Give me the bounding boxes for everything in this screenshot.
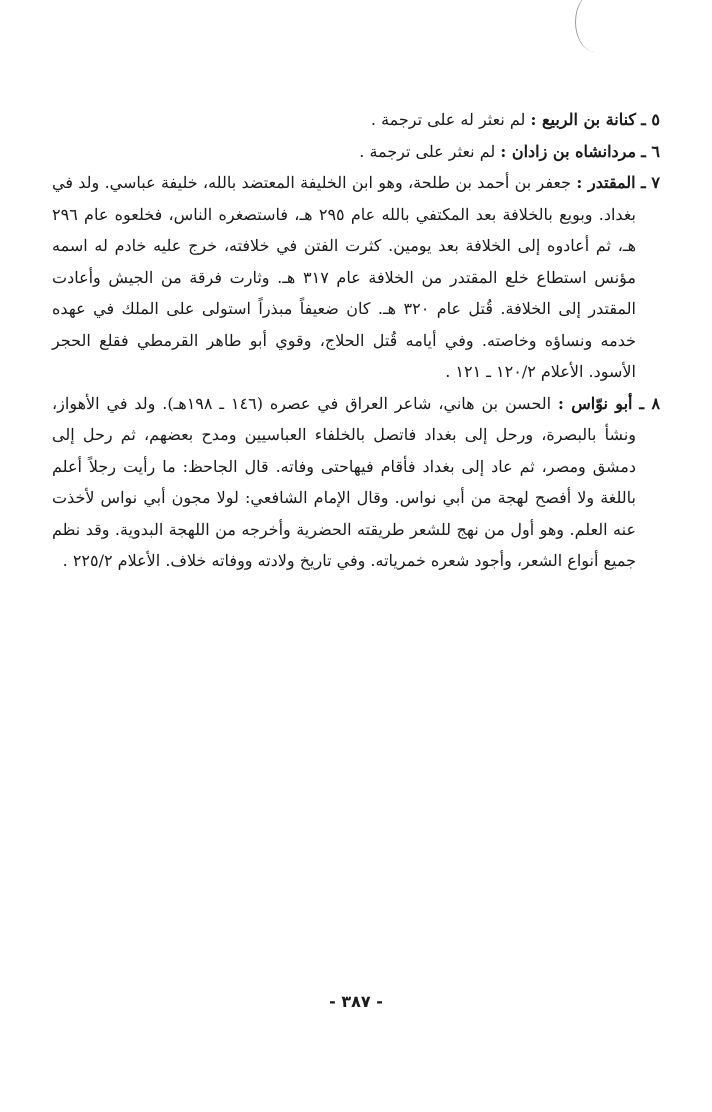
note-text: جعفر بن أحمد بن طلحة، وهو ابن الخليفة المعتضد بالله، خليفة عباسي. ولد في بغداد. وبويع بالخلافة بعد المكتفي بالله عام ٢٩٥ هـ، فاستصغره الناس، فخلعوه عام ٢٩٦ هـ، ثم أعادوه إلى الخلافة بعد يومين. كثرت الفتن في خلافته، خرج عليه خادم له اسمه مؤنس استطاع خلع المقتدر من الخلافة عام ٣١٧ هـ. وثارت فرقة من الجيش وأعادت المقتدر إلى الخلافة. قُتل عام ٣٢٠ هـ. كان ضعيفاً مبذراً استولى على الملك في عهده خدمه ونساؤه وخاصته. وفي أيامه قُتل الحلاج، وقوي أبو طاهر القرمطي فقلع الحجر الأسود. الأعلام ١٢٠/٢ ـ ١٢١ .	[52, 173, 637, 381]
note-6	[52, 136, 660, 168]
note-7	[52, 167, 660, 388]
note-8	[52, 388, 660, 577]
page-number: - ٣٨٧ -	[329, 992, 383, 1011]
scan-edge-curve	[575, 0, 616, 52]
note-heading: المقتدر :	[576, 173, 636, 192]
note-heading: مردانشاه بن زادان :	[500, 141, 637, 161]
note-number: ٥ ـ	[641, 110, 660, 129]
note-text: الحسن بن هاني، شاعر العراق في عصره (١٤٦ ـ ١٩٨هـ). ولد في الأهواز، ونشأ بالبصرة، ورحل إلى بغداد فاتصل بالخلفاء العباسيين ومدح بعضهم، ثم رحل إلى دمشق ومصر، ثم عاد إلى بغداد فأقام فيهاحتى وفاته. قال الجاحظ: ما رأيت رجلاً أعلم باللغة ولا أفصح لهجة من أبي نواس. وقال الإمام الشافعي: لولا مجون أبي نواس لأخذت عنه العلم. وهو أول من نهج للشعر طريقته الحضرية وأخرجه من اللهجة البدوية. وقد نظم جميع أنواع الشعر، وأجود شعره خمرياته. وفي تاريخ ولادته ووفاته خلاف. الأعلام ٢٢٥/٢ .	[52, 393, 637, 570]
footnotes-section	[52, 104, 660, 577]
note-number: ٨ ـ	[639, 393, 661, 413]
note-number: ٦ ـ	[641, 141, 660, 161]
note-5	[52, 104, 660, 136]
note-number: ٧ ـ	[640, 173, 660, 192]
note-text: لم نعثر له على ترجمة .	[370, 110, 526, 129]
note-heading: أبو نوّاس :	[557, 393, 633, 413]
note-heading: كنانة بن الربيع :	[530, 110, 637, 129]
note-text: لم نعثر على ترجمة .	[359, 141, 496, 161]
